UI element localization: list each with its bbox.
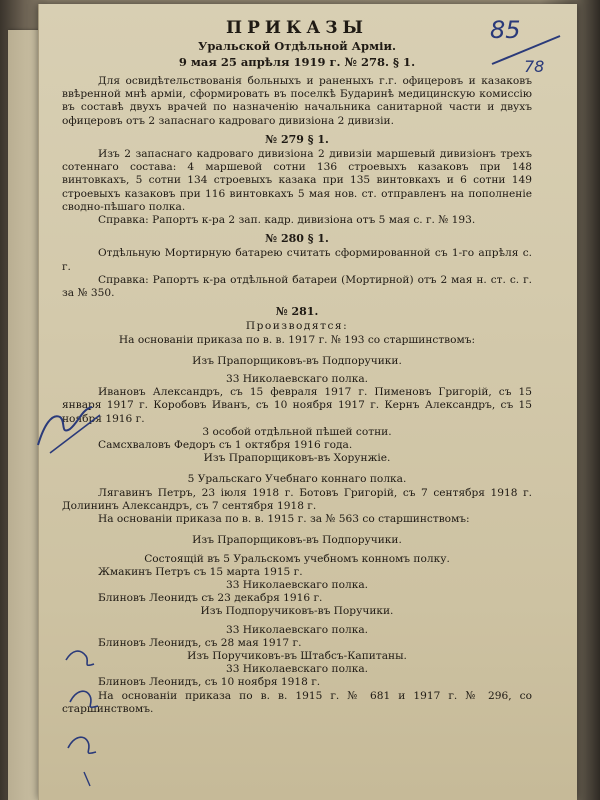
promotion-list-3: Лягавинъ Петръ, 23 іюля 1918 г. Ботовъ Григорій, съ 7 сентября 1918 г. Долининъ Александръ, съ 7 сентября 1918 г. (62, 486, 532, 512)
promotion-basis-1: На основаніи приказа по в. в. 1917 г. № 193 со старшинствомъ: (118, 333, 476, 346)
promotion-list-4: Жмакинъ Петръ съ 15 марта 1915 г. (98, 565, 303, 578)
promotion-list-5: Блиновъ Леонидъ съ 23 декабря 1916 г. (98, 592, 323, 605)
rank-heading-2: Изъ Прапорщиковъ-въ Хорунжіе. (203, 452, 391, 465)
page-title: ПРИКАЗЫ (226, 18, 368, 38)
promotion-list-2: Самсхваловъ Федоръ съ 1 октября 1916 года. (98, 439, 353, 452)
rank-heading-5: Изъ Поручиковъ-въ Штабсъ-Капитаны. (187, 649, 407, 662)
order-280-number: № 280 § 1. (265, 232, 329, 246)
unit-heading-2: 3 особой отдѣльной пѣшей сотни. (202, 425, 392, 438)
rank-heading-3: Изъ Прапорщиковъ-въ Подпоручики. (192, 534, 402, 547)
margin-pen-mark-2 (60, 640, 110, 790)
order-278-text: Для освидѣтельствованія больныхъ и раненыхъ г.г. офицеровъ и казаковъ ввѣренной мнѣ арміи, сформировать въ поселкѣ Бударинѣ медицинскую комиссію въ составѣ двухъ врачей по назначенію начальника санитарной части и двухъ офицеровъ отъ 2 запаснаго кадроваго дивизіона 2 дивизіи. (62, 75, 532, 127)
order-280-reference: Справка: Рапортъ к-ра отдѣльной батареи (Мортирной) отъ 2 мая н. ст. с. г. за № 350. (62, 273, 532, 300)
promotion-list-7: Блиновъ Леонидъ, съ 10 ноября 1918 г. (98, 676, 321, 689)
promotion-basis-2: На основаніи приказа по в. в. 1915 г. за № 563 со старшинствомъ: (98, 513, 470, 526)
order-text (62, 18, 532, 716)
unit-heading-5: 33 Николаевскаго полка. (225, 578, 369, 591)
rank-heading-4: Изъ Подпоручиковъ-въ Поручики. (200, 605, 394, 618)
unit-heading-3: 5 Уральскаго Учебнаго коннаго полка. (187, 473, 407, 486)
army-name: Уральской Отдѣльной Арміи. (198, 39, 396, 53)
order-279-reference: Справка: Рапортъ к-ра 2 зап. кадр. дивизіона отъ 5 мая с. г. № 193. (98, 214, 476, 227)
promotions-heading: Производятся: (245, 320, 349, 333)
archive-number: 85 (490, 16, 521, 44)
order-280-text: Отдѣльную Мортирную батарею считать сформированной съ 1-го апрѣля с. г. (62, 247, 532, 273)
order-279-text: Изъ 2 запаснаго кадроваго дивизіона 2 дивизіи маршевый дивизіонъ трехъ сотеннаго состава: 4 маршевой сотни 136 строевыхъ казаковъ при 148 винтовкахъ, 5 сотни 134 строевыхъ казака при 135 винтовкахъ и 6 сотни 149 строевыхъ казаковъ при 116 винтовкахъ 5 мая нов. ст. отправленъ на пополненіе сводно-пѣшаго полка. (62, 148, 532, 213)
order-279-number: № 279 § 1. (265, 132, 329, 146)
rank-heading-1: Изъ Прапорщиковъ-въ Подпоручики. (192, 354, 402, 367)
unit-heading-1: 33 Николаевскаго полка. (225, 373, 369, 386)
unit-heading-4: Состоящій въ 5 Уральскомъ учебномъ конномъ полку. (144, 552, 450, 565)
order-dateline: 9 мая 25 апрѣля 1919 г. № 278. § 1. (178, 55, 416, 69)
unit-heading-7: 33 Николаевскаго полка. (225, 663, 369, 676)
promotion-list-6: Блиновъ Леонидъ, съ 28 мая 1917 г. (98, 636, 302, 649)
archive-denominator: 78 (524, 57, 545, 76)
order-281-number: № 281. (275, 305, 319, 319)
margin-pen-mark-1 (30, 395, 110, 465)
promotion-basis-3: На основаніи приказа по в. в. 1915 г. № 681 и 1917 г. № 296, со старшинствомъ. (62, 689, 532, 715)
promotion-list-1: Ивановъ Александръ, съ 15 февраля 1917 г. Пименовъ Григорій, съ 15 января 1917 г. Коробовъ Иванъ, съ 10 ноября 1917 г. Кернъ Александръ, съ 15 ноября 1916 г. (62, 386, 532, 425)
unit-heading-6: 33 Николаевскаго полка. (225, 623, 369, 636)
